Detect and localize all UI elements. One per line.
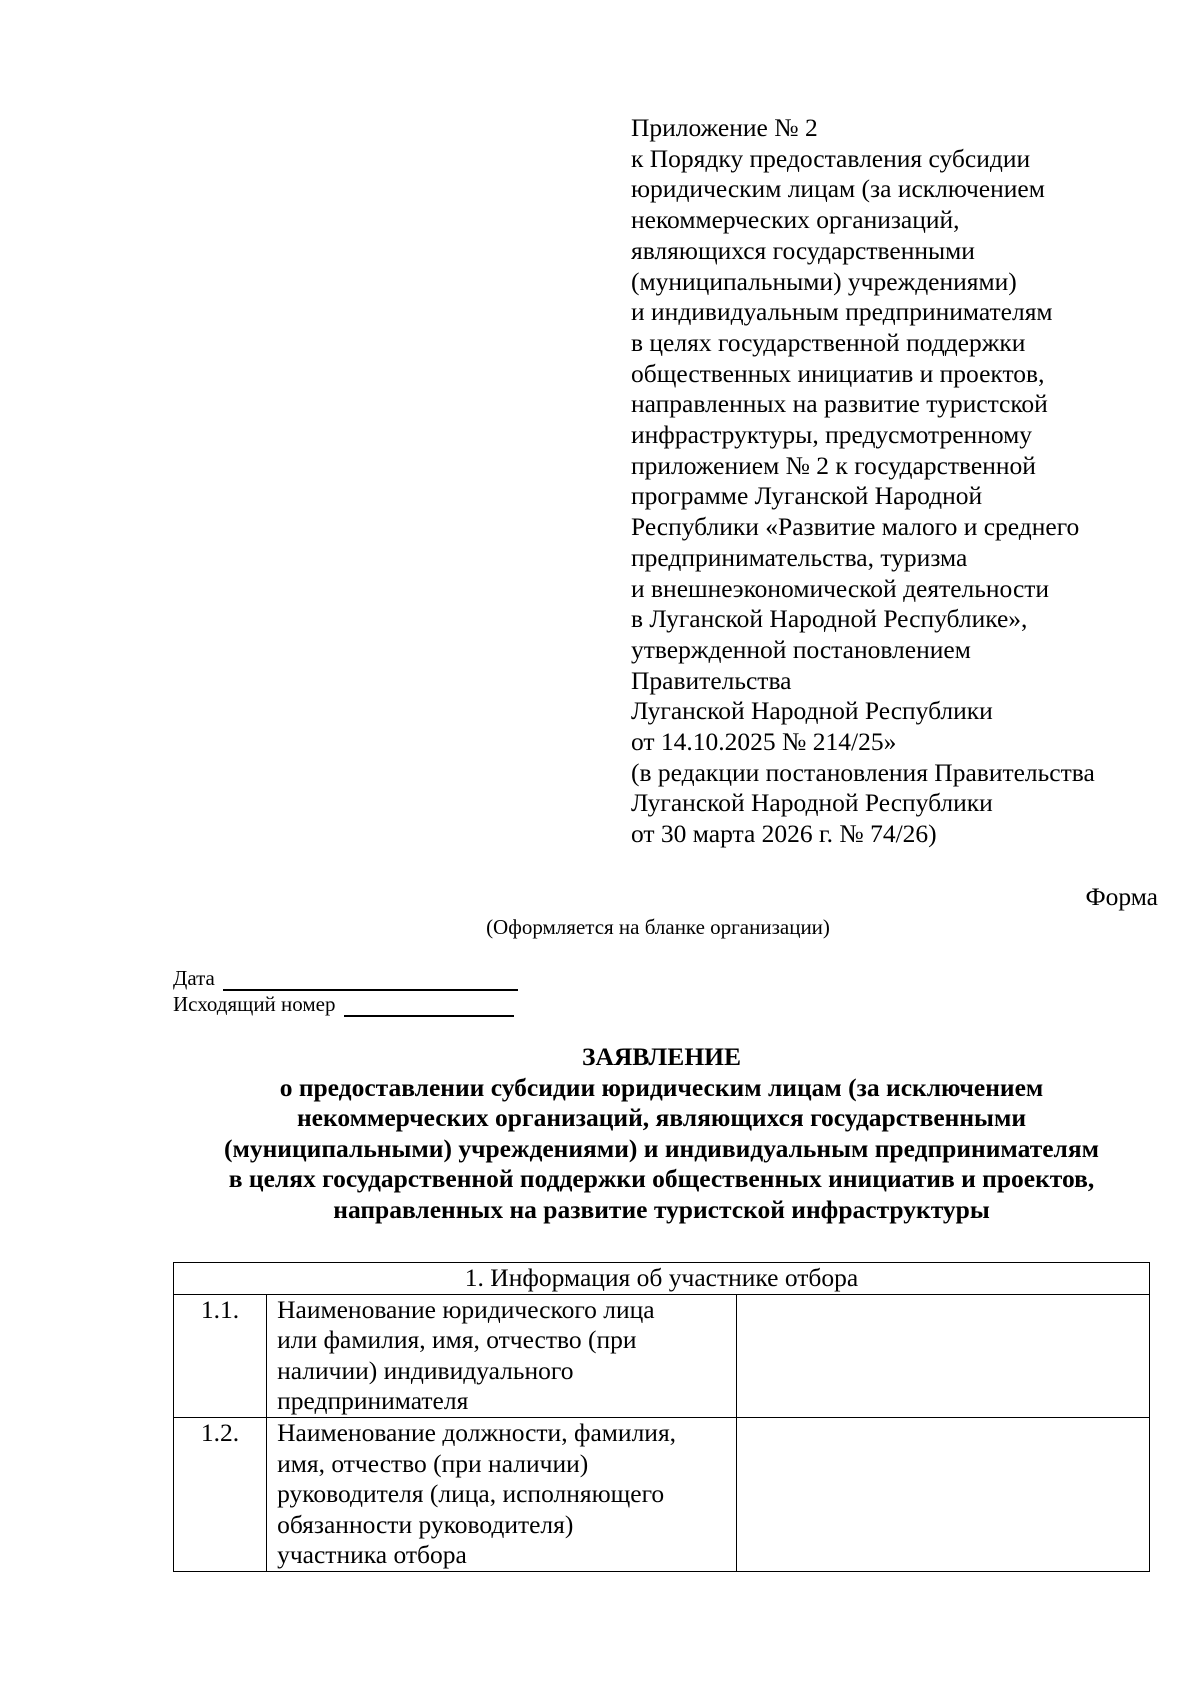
row-label [267,1417,736,1571]
row-label-line: предпринимателя [277,1386,469,1416]
appendix-line: от 14.10.2025 № 214/25» [631,727,897,757]
row-number: 1.1. [174,1294,267,1417]
row-value-cell[interactable] [736,1294,1149,1417]
appendix-line: Луганской Народной Республики [631,696,993,726]
appendix-line: (в редакции постановления Правительства [631,757,1095,787]
appendix-line: Приложение № 2 [631,113,818,142]
date-field[interactable] [223,970,518,991]
section-title: 1. Информация об участнике отбора [174,1263,1150,1295]
row-label [267,1294,736,1417]
title-subtitle-line: некоммерческих организаций, являющихся государственными [296,1103,1027,1133]
title-subtitle-line: направленных на развитие туристской инфраструктуры [333,1194,990,1224]
document-meta [173,965,518,1017]
row-label-line: наличии) индивидуального [277,1355,574,1385]
row-number: 1.2. [174,1417,267,1571]
appendix-line: Республики «Развитие малого и среднего [631,512,1080,542]
row-label-line: Наименование должности, фамилия, [277,1417,677,1447]
appendix-line: программе Луганской Народной [631,481,983,511]
appendix-line: в целях государственной поддержки [631,327,1026,357]
appendix-line: направленных на развитие туристской [631,389,1048,419]
title-subtitle-line: в целях государственной поддержки общественных инициатив и проектов, [228,1164,1095,1194]
appendix-line: являющихся государственными [631,235,975,265]
appendix-line: утвержденной постановлением [631,634,971,664]
participant-info-table [173,1262,1150,1572]
appendix-block [631,113,1176,850]
appendix-line: к Порядку предоставления субсидии [631,143,1031,173]
appendix-line: некоммерческих организаций, [631,205,960,235]
appendix-line: приложением № 2 к государственной [631,450,1036,480]
title-subtitle-line: о предоставлении субсидии юридическим лицам (за исключением [279,1072,1044,1102]
title-subtitle-line: (муниципальными) учреждениями) и индивидуальным предпринимателям [223,1133,1100,1163]
appendix-line: предпринимательства, туризма [631,542,968,572]
appendix-line: инфраструктуры, предусмотренному [631,420,1033,450]
outgoing-number-field[interactable] [344,996,514,1017]
appendix-line: Луганской Народной Республики [631,788,993,818]
title-heading: ЗАЯВЛЕНИЕ [581,1042,741,1071]
table-row [174,1294,1150,1417]
form-label: Форма [1085,882,1158,911]
row-label-line: участника отбора [277,1540,467,1570]
appendix-line: и индивидуальным предпринимателям [631,297,1053,327]
row-label-line: руководителя (лица, исполняющего [277,1479,665,1509]
appendix-line: юридическим лицам (за исключением [631,174,1045,204]
table-row [174,1417,1150,1571]
outgoing-number-label: Исходящий номер [173,992,336,1016]
row-label-line: Наименование юридического лица [277,1294,655,1324]
row-label-line: или фамилия, имя, отчество (при [277,1325,637,1355]
blank-note: (Оформляется на бланке организации) [486,915,830,939]
appendix-line: в Луганской Народной Республике», [631,604,1028,634]
appendix-line: общественных инициатив и проектов, [631,358,1045,388]
table-section-row [174,1263,1150,1295]
row-label-line: имя, отчество (при наличии) [277,1448,589,1478]
document-title [173,1042,1150,1226]
appendix-line: (муниципальными) учреждениями) [631,266,1017,296]
appendix-line: Правительства [631,665,792,695]
row-label-line: обязанности руководителя) [277,1509,574,1539]
row-value-cell[interactable] [736,1417,1149,1571]
date-row [173,965,518,991]
date-label: Дата [173,966,215,990]
outgoing-number-row [173,991,518,1017]
appendix-line: от 30 марта 2026 г. № 74/26) [631,819,937,849]
appendix-line: и внешнеэкономической деятельности [631,573,1050,603]
